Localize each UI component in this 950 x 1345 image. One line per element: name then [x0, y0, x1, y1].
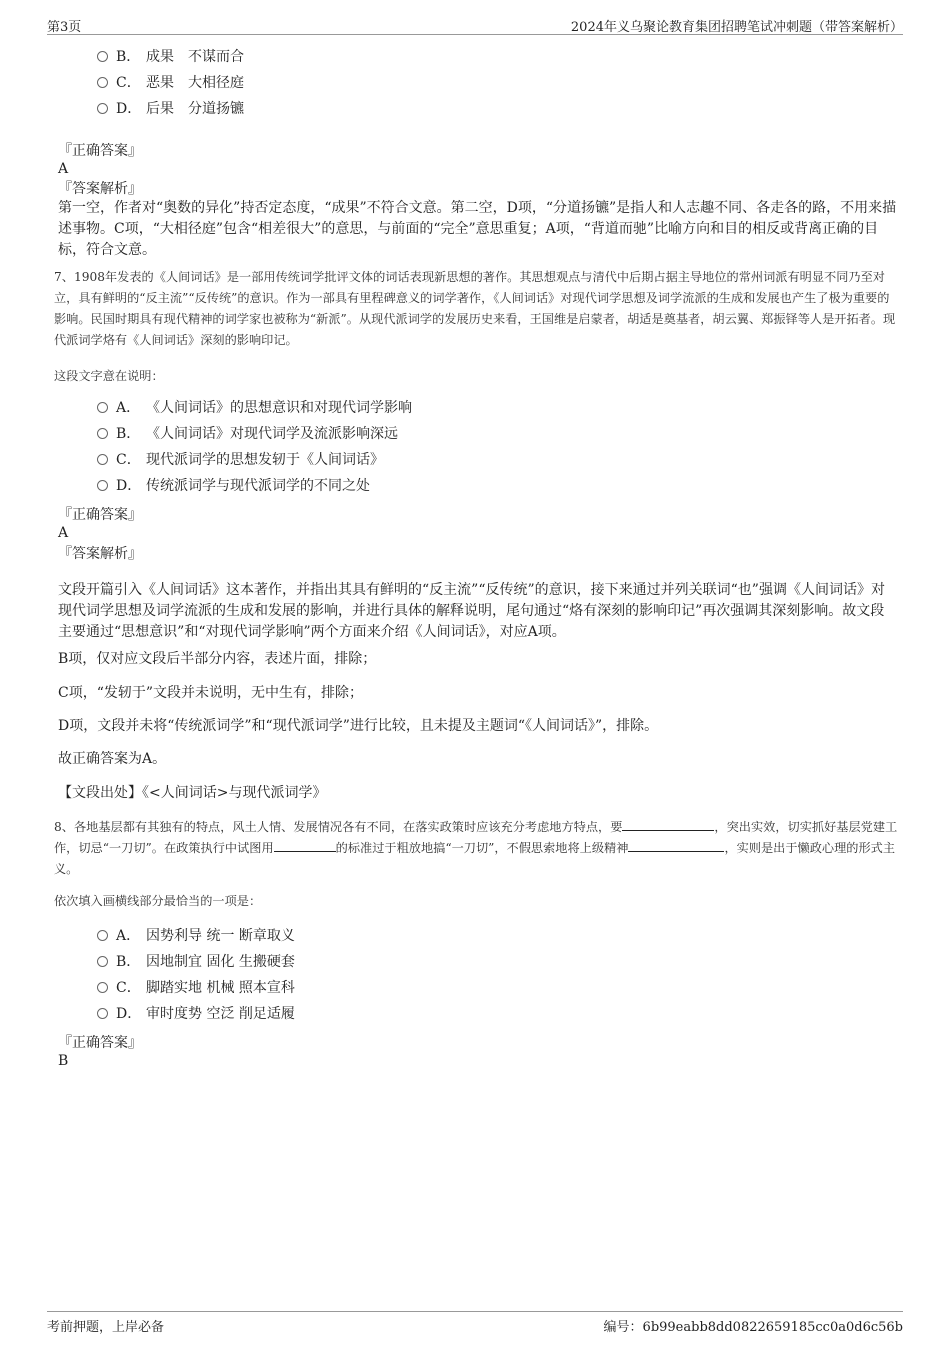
q7-stem: 7、1908年发表的《人间词话》是一部用传统词学批评文体的词话表现新思想的著作。其思想观点与清代中后期占据主导地位的常州词派有明显不同乃至对立，具有鲜明的“反主流”“反传统”的意识。作为一部具有里程碑意义的词学著作，《人间词话》对现代词学思想及词学流派的生成和发展也产生了极为重要的影响。民国时期具有现代精神的词学家也被称为“新派”。从现代派词学的发展历史来看，王国维是启蒙者，胡适是奠基者，胡云翼、郑振铎等人是开拓者。现代派词学烙有《人间词话》深刻的影响印记。: [54, 270, 896, 347]
radio-icon[interactable]: [97, 51, 108, 62]
q6-option-c[interactable]: C． 恶果 大相径庭: [97, 73, 244, 93]
q6-analysis-label: 『答案解析』: [58, 181, 142, 197]
q7-source: 【文段出处】《<人间词话>与现代派词学》: [58, 785, 327, 801]
q7-prompt: 这段文字意在说明：: [54, 369, 164, 383]
q8-prompt: 依次填入画横线部分最恰当的一项是：: [54, 894, 262, 908]
q6-answer-label: 『正确答案』: [58, 143, 142, 159]
document-title: 2024年义乌聚论教育集团招聘笔试冲刺题（带答案解析）: [570, 20, 903, 35]
radio-icon[interactable]: [97, 103, 108, 114]
q6-option-d[interactable]: D． 后果 分道扬镳: [97, 99, 244, 119]
q7-answer: A: [58, 525, 69, 541]
q7-option-a[interactable]: A． 《人间词话》的思想意识和对现代词学影响: [97, 398, 412, 418]
blank-line: [628, 839, 724, 852]
q7-analysis-paragraph: C项，“发轫于”文段并未说明，无中生有，排除；: [58, 685, 364, 701]
q7-option-d[interactable]: D． 传统派词学与现代派词学的不同之处: [97, 476, 370, 496]
footer-slogan: 考前押题，上岸必备: [47, 1320, 165, 1335]
radio-icon[interactable]: [97, 402, 108, 413]
q6-analysis: 第一空，作者对“奥数的异化”持否定态度，“成果”不符合文意。第二空，D项，“分道扬镳”是指人和人志趣不同、各走各的路，不用来描述事物。C项，“大相径庭”包含“相差很大”的意思，与前面的“完全”意思重复；A项，“背道而驰”比喻方向和目的相反或背离正确的目标，符合文意。: [58, 200, 897, 258]
q7-answer-label: 『正确答案』: [58, 507, 142, 523]
radio-icon[interactable]: [97, 982, 108, 993]
q6-answer: A: [58, 161, 69, 177]
q7-analysis-label: 『答案解析』: [58, 546, 142, 562]
radio-icon[interactable]: [97, 956, 108, 967]
page-header: [47, 14, 903, 35]
radio-icon[interactable]: [97, 930, 108, 941]
footer-code: 编号：6b99eabb8dd0822659185cc0a0d6c56b: [603, 1320, 903, 1335]
q7-analysis-paragraph: D项，文段并未将“传统派词学”和“现代派词学”进行比较，且未提及主题词“《人间词话》”，排除。: [58, 718, 659, 734]
q8-answer-label: 『正确答案』: [58, 1035, 142, 1051]
page-number: 第3页: [47, 20, 82, 35]
radio-icon[interactable]: [97, 454, 108, 465]
q8-stem: 8、各地基层都有其独有的特点，风土人情、发展情况各有不同，在落实政策时应该充分考虑地方特点，要 ，突出实效，切实抓好基层党建工作，切忌“一刀切”。在政策执行中试图用 的标准过于粗放地搞“一刀切”，不假思索地将上级精神 ，实则是出于懒政心理的形式主义。: [54, 820, 898, 876]
q7-option-b[interactable]: B． 《人间词话》对现代词学及流派影响深远: [97, 424, 398, 444]
blank-line: [622, 818, 714, 831]
page-footer: [47, 1311, 903, 1334]
q8-answer: B: [58, 1053, 69, 1069]
q7-analysis-paragraph: B项，仅对应文段后半部分内容，表述片面，排除；: [58, 651, 377, 667]
blank-line: [274, 839, 336, 852]
q8-option-c[interactable]: C． 脚踏实地 机械 照本宣科: [97, 978, 295, 998]
q7-option-c[interactable]: C． 现代派词学的思想发轫于《人间词话》: [97, 450, 384, 470]
radio-icon[interactable]: [97, 1008, 108, 1019]
q8-option-d[interactable]: D． 审时度势 空泛 削足适履: [97, 1004, 295, 1024]
q8-option-b[interactable]: B． 因地制宜 固化 生搬硬套: [97, 952, 295, 972]
q7-analysis-paragraph: 故正确答案为A。: [58, 751, 167, 767]
radio-icon[interactable]: [97, 77, 108, 88]
radio-icon[interactable]: [97, 480, 108, 491]
q8-option-a[interactable]: A． 因势利导 统一 断章取义: [97, 926, 295, 946]
q6-option-b[interactable]: B． 成果 不谋而合: [97, 47, 244, 67]
radio-icon[interactable]: [97, 428, 108, 439]
q7-analysis-paragraph: 文段开篇引入《人间词话》这本著作，并指出其具有鲜明的“反主流”“反传统”的意识，接下来通过并列关联词“也”强调《人间词话》对现代词学思想及词学流派的生成和发展的影响，并进行具体的解释说明，尾句通过“烙有深刻的影响印记”再次强调其深刻影响。故文段主要通过“思想意识”和“对现代词学影响”两个方面来介绍《人间词话》，对应A项。: [58, 582, 885, 640]
